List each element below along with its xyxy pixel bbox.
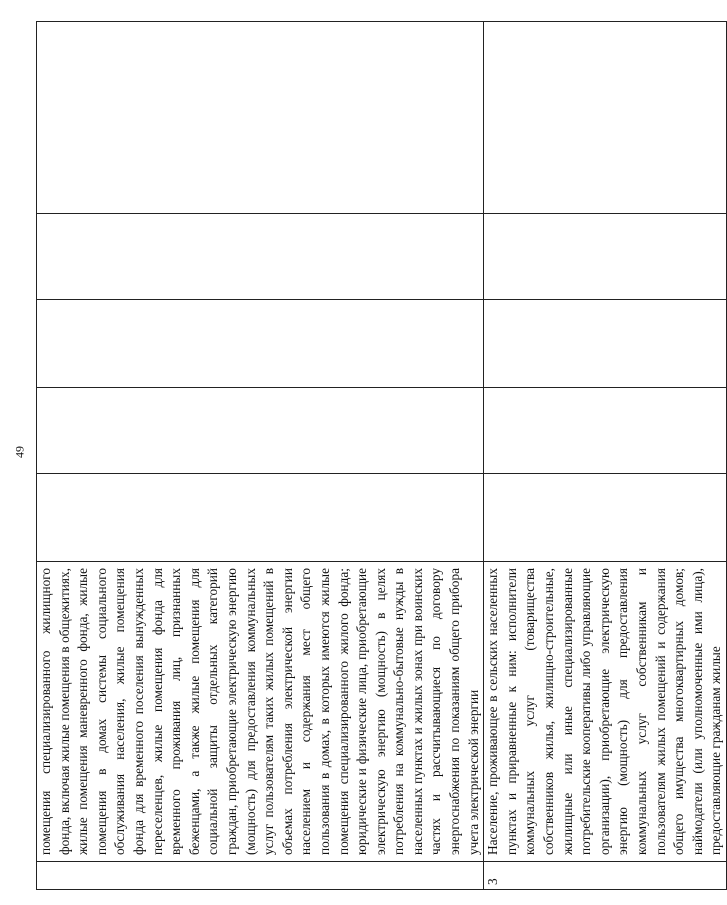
consumer-category-cell: Население, проживающее в сельских населенных пунктах и приравненные к ним: исполнители коммунальных услуг (товарищества собственников жилья, жилищно-строительные, жилищные или иные специализированные потребительские кооперативы либо управляющие организации), приобретающие электрическую энергию (мощность) для предоставления коммунальных услуг собственникам и пользователям жилых помещений и содержания общего имущества многоквартирных домов; наймодатели (или уполномоченные ими лица), предоставляющие гражданам жилые: [484, 562, 727, 862]
row-number-cell: 3: [484, 862, 727, 890]
empty-cell: [484, 300, 727, 388]
empty-cell: [484, 214, 727, 300]
row-number-cell: [37, 862, 484, 890]
table-container: [36, 22, 724, 890]
page-number: 49: [12, 446, 27, 458]
table-row: [484, 22, 727, 890]
empty-cell: [37, 388, 484, 474]
empty-cell: [484, 22, 727, 214]
consumer-category-cell: помещения специализированного жилищного фонда, включая жилые помещения в общежитиях, жилые помещения маневренного фонда, жилые помещения в домах системы социального обслуживания населения, жилые помещения фонда для временного поселения вынужденных переселенцев, жилые помещения фонда для временного проживания лиц, признанных беженцами, а также жилые помещения для социальной защиты отдельных категорий граждан, приобретающие электрическую энергию (мощность) для предоставления коммунальных услуг пользователям таких жилых помещений в объемах потребления электрической энергии населением и содержания мест общего пользования в домах, в которых имеются жилые помещения специализированного жилого фонда; юридические и физические лица, приобретающие электрическую энергию (мощность) в целях потребления на коммунально-бытовые нужды в населенных пунктах и жилых зонах при воинских частях и рассчитывающиеся по договору энергоснабжения по показаниям общего прибора учета электрической энергии: [37, 562, 484, 862]
tariff-table: [36, 21, 727, 890]
empty-cell: [484, 388, 727, 474]
table-row: [37, 22, 484, 890]
empty-cell: [37, 300, 484, 388]
empty-cell: [37, 214, 484, 300]
empty-cell: [37, 22, 484, 214]
empty-cell: [484, 474, 727, 562]
empty-cell: [37, 474, 484, 562]
